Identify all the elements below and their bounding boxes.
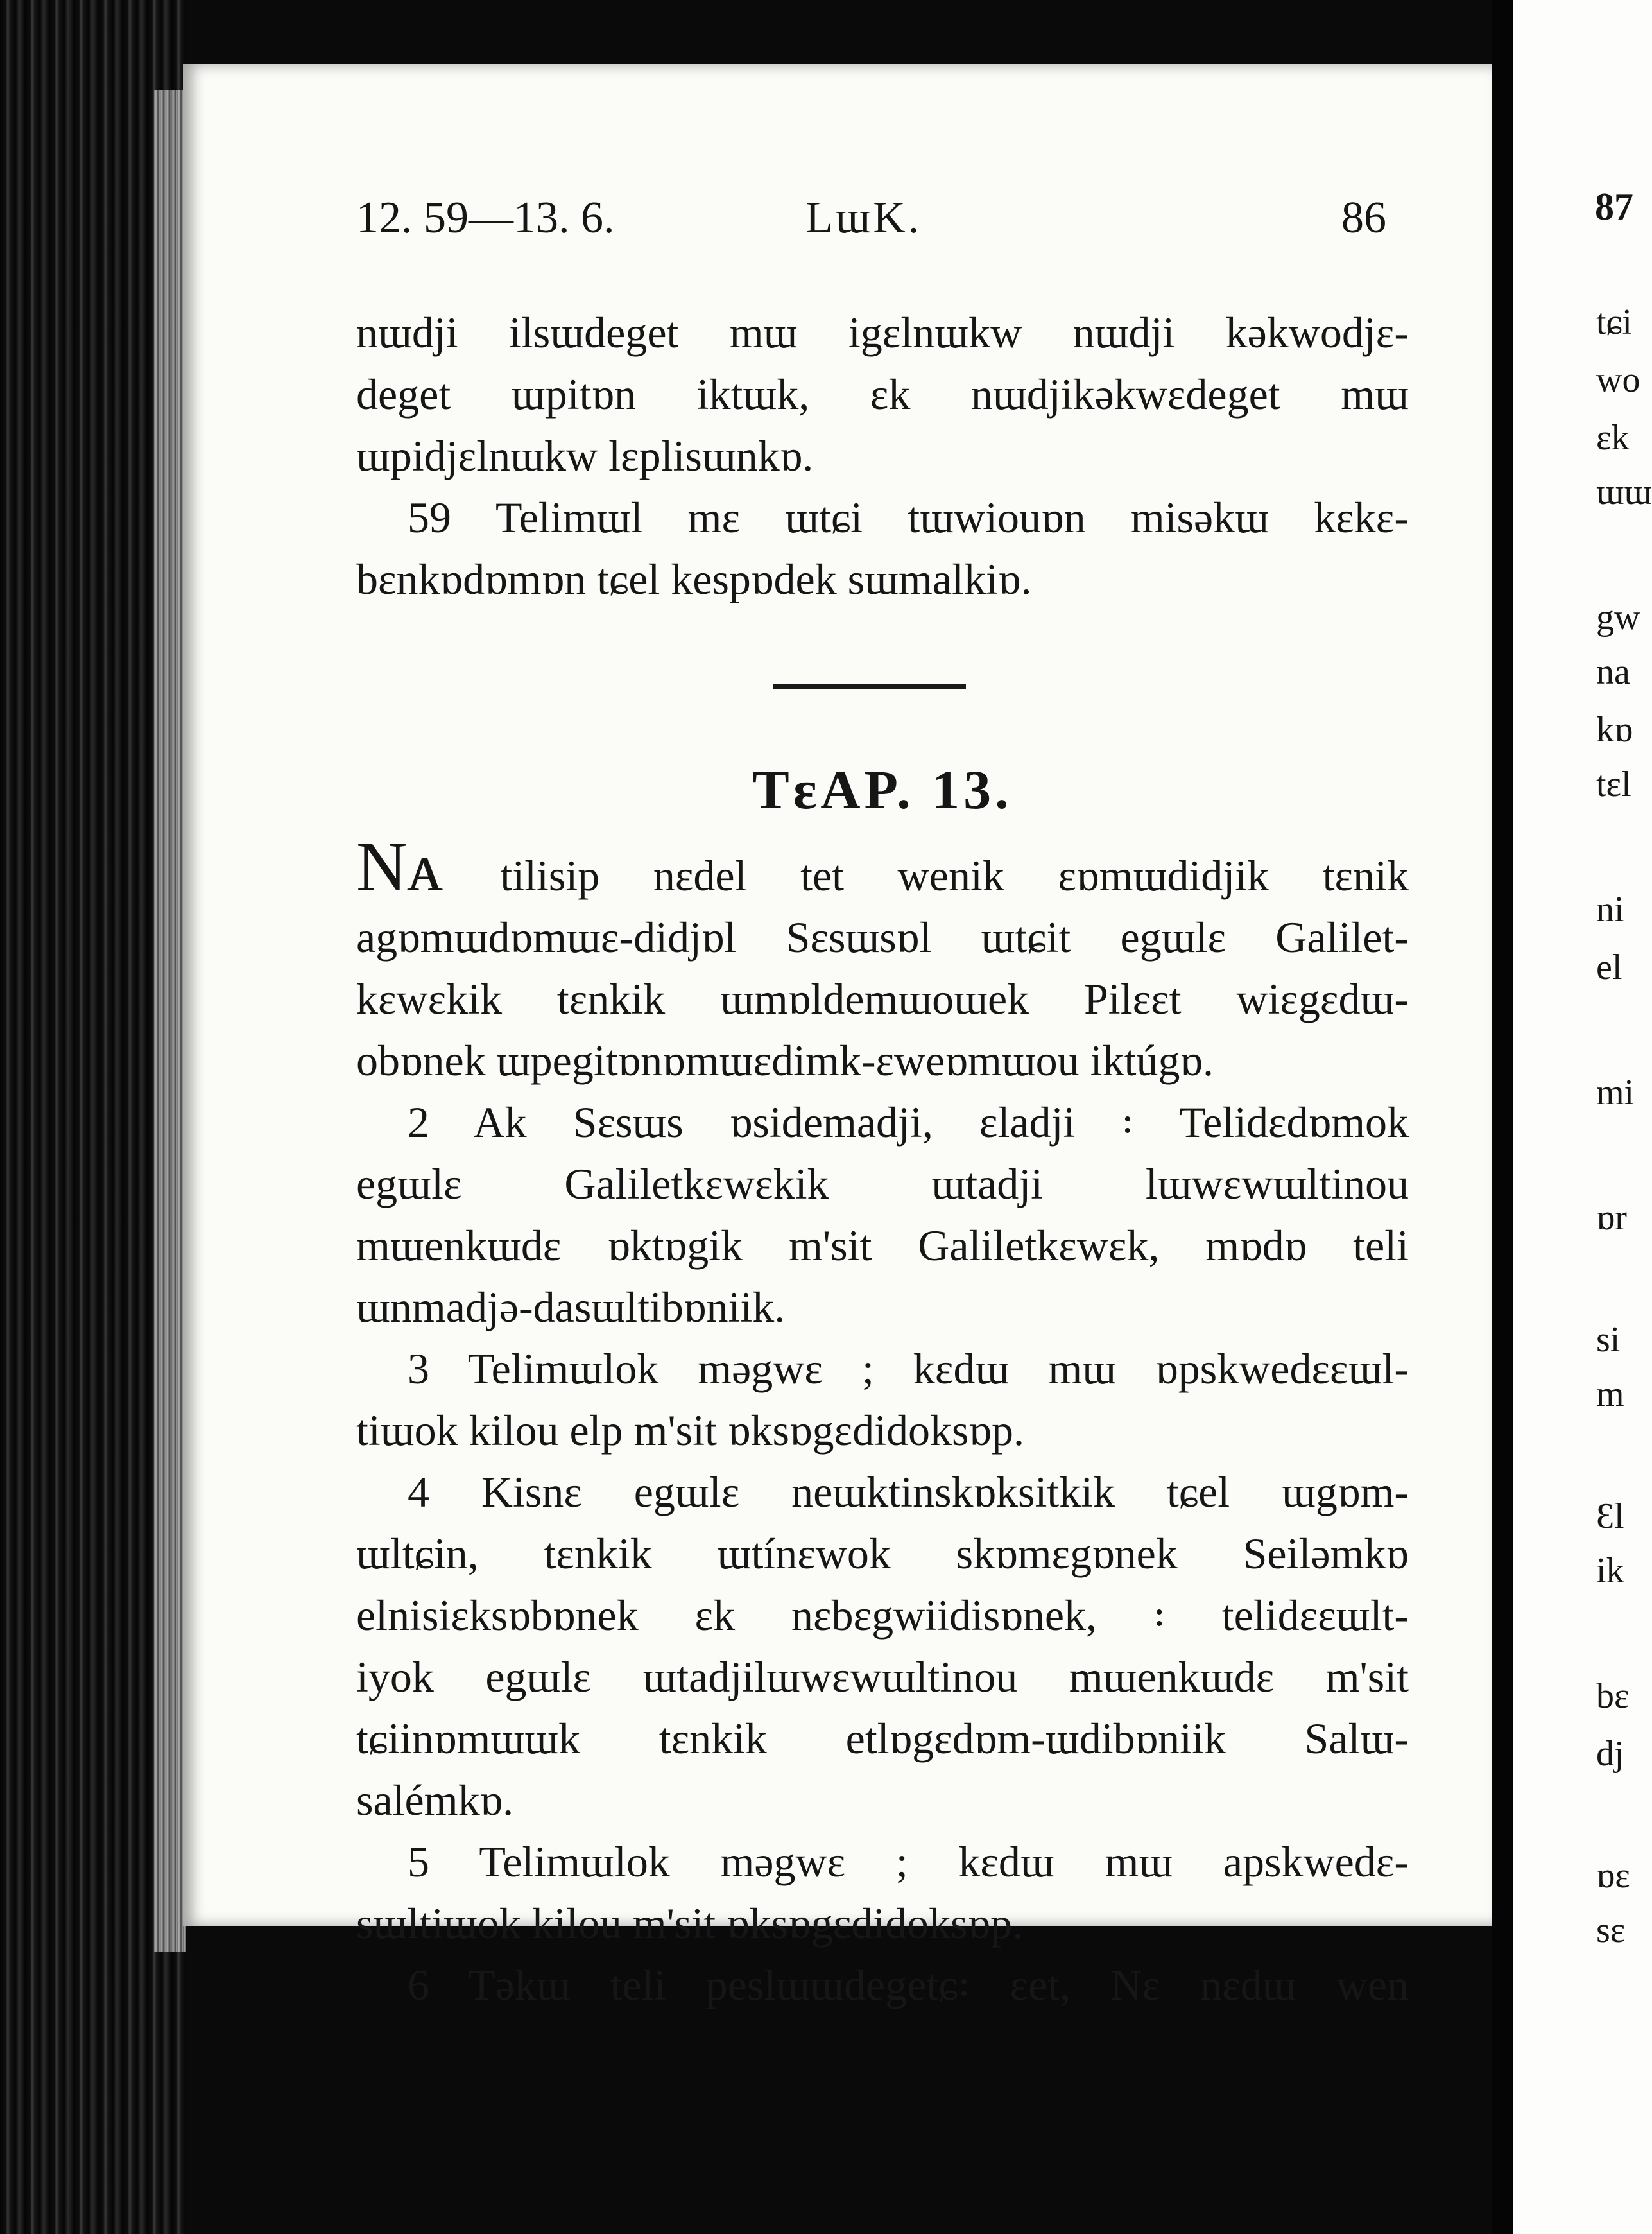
text-fragment: tɛl	[1596, 765, 1631, 804]
right-page-edge	[1513, 0, 1652, 2234]
verse-4-line: 4 Kisnɛ egɯlɛ neɯktinskɒksitkik tɕel ɯgɒm-	[408, 1468, 1409, 1516]
verse-4-line: salémkɒ.	[356, 1776, 514, 1824]
verse-2	[356, 1091, 1409, 1338]
text-fragment: m	[1596, 1374, 1624, 1414]
verse-1-first-line	[356, 827, 1409, 906]
page-number: 86	[1341, 193, 1386, 243]
text-line: ɯpidjɛlnɯkw lɛplisɯnkɒ.	[356, 431, 814, 480]
verse-1-line: tilisip nɛdel tet wenik ɛɒmɯdidjik tɛnik	[500, 851, 1409, 900]
verse-1-line: obɒnek ɯpegitɒnɒmɯɛdimk-ɛweɒmɯou iktúgɒ.	[356, 1036, 1214, 1085]
text-fragment: wo	[1596, 360, 1640, 400]
verse-1-line: agɒmɯdɒmɯɛ-didjɒl Sɛsɯsɒl ɯtɕit egɯlɛ Galilet-	[356, 913, 1409, 962]
verse-3-line: 3 Telimɯlok mǝgwɛ ; kɛdɯ mɯ ɒpskwedɛɛɯl-	[408, 1344, 1409, 1393]
text-fragment: ɒɛ	[1596, 1856, 1630, 1896]
text-fragment: ɛk	[1596, 418, 1630, 458]
verse-3	[356, 1338, 1409, 1461]
verse-5-line: sɯltiɯok kilou m'sit ɒksɒgɛdidoksɒp.	[356, 1899, 1024, 1948]
chapter-body	[356, 827, 1409, 2016]
text-fragment: ik	[1596, 1551, 1624, 1591]
running-header	[356, 193, 1396, 257]
verse-4-line: iyok egɯlɛ ɯtadjilɯwɛwɯltinou mɯenkɯdɛ m'sit	[356, 1652, 1409, 1701]
verse-4-line: elnisiɛksɒbɒnek ɛk nɛbɛgwiidisɒnek, ꞉ telidɛɛɯlt-	[356, 1591, 1409, 1640]
verse-4-line: tɕiinɒmɯɯk tɛnkik etlɒgɛdɒm-ɯdibɒniik Salɯ-	[356, 1714, 1409, 1763]
text-fragment: tɕi	[1596, 302, 1632, 342]
next-page-number: 87	[1595, 186, 1633, 228]
verse-59-line: 59 Telimɯl mɛ ɯtɕi tɯwiouɒn misǝkɯ kɛkɛ-	[408, 493, 1409, 542]
text-fragment: Ɛl	[1596, 1496, 1624, 1536]
verse-3-line: tiɯok kilou elp m'sit ɒksɒgɛdidoksɒp.	[356, 1406, 1024, 1455]
verse-6	[356, 1954, 1409, 2016]
verse-4	[356, 1461, 1409, 1831]
text-fragment: dj	[1596, 1734, 1624, 1774]
verse-1-line: kɛwɛkik tɛnkik ɯmɒldemɯoɯek Pilɛɛt wiɛgɛdɯ-	[356, 974, 1409, 1023]
page-edges	[154, 90, 186, 1952]
chapter-heading: TɛAP. 13.	[752, 759, 1013, 820]
text-fragment: gw	[1596, 598, 1640, 637]
text-fragment: si	[1596, 1320, 1621, 1360]
drop-cap: Nᴀ	[356, 827, 443, 906]
verse-2-line: egɯlɛ Galiletkɛwɛkik ɯtadji lɯwɛwɯltinou	[356, 1159, 1409, 1208]
text-fragment: ɒr	[1596, 1198, 1627, 1238]
gutter	[1492, 0, 1513, 2234]
section-divider	[773, 684, 966, 689]
verse-2-line: 2 Ak Sɛsɯs ɒsidemadji, ɛladji ꞉ Telidɛdɒmok	[408, 1098, 1409, 1147]
verse-59-line: bɛnkɒdɒmɒn tɕel kespɒdek sɯmalkiɒ.	[356, 555, 1032, 603]
verse-4-line: ɯltɕin, tɛnkik ɯtínɛwok skɒmɛgɒnek Seilǝmkɒ	[356, 1529, 1409, 1578]
text-fragment: kɒ	[1596, 710, 1633, 750]
verse-2-line: mɯenkɯdɛ ɒktɒgik m'sit Galiletkɛwɛk, mɒdɒ teli	[356, 1221, 1409, 1270]
text-fragment: mi	[1596, 1073, 1635, 1113]
verse-range: 12. 59—13. 6.	[356, 193, 615, 243]
verse-2-line: ɯnmadjǝ-dasɯltibɒniik.	[356, 1283, 786, 1331]
text-fragment: ɯɯ	[1596, 472, 1652, 512]
text-fragment: el	[1596, 948, 1622, 987]
text-fragment: sɛ	[1596, 1910, 1626, 1950]
text-line: deget ɯpitɒn iktɯk, ɛk nɯdjikǝkwɛdeget mɯ	[356, 370, 1409, 419]
text-fragment: ni	[1596, 890, 1624, 930]
book-title: LɯK.	[805, 193, 922, 243]
text-fragment: bɛ	[1596, 1676, 1630, 1716]
text-line: nɯdji ilsɯdeget mɯ igɛlnɯkw nɯdji kǝkwodjɛ-	[356, 308, 1409, 357]
verse-5	[356, 1831, 1409, 1954]
text-fragment: na	[1596, 652, 1630, 692]
verse-5-line: 5 Telimɯlok mǝgwɛ ; kɛdɯ mɯ apskwedɛ-	[408, 1837, 1409, 1886]
verse-1	[356, 827, 1409, 1091]
verse-6-line: 6 Tǝkɯ teli peslɯɯdegetɕ꞉ ɛet, Nɛ nɛdɯ wen	[408, 1961, 1409, 2009]
intro-paragraph	[356, 302, 1409, 610]
